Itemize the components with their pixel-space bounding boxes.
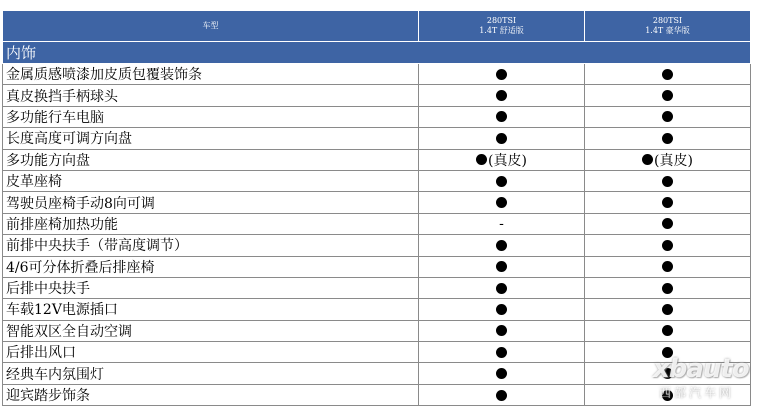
table-row — [3, 299, 751, 320]
table-row — [3, 256, 751, 277]
standard-dot-icon — [662, 111, 673, 122]
feature-name: 长度高度可调方向盘 — [3, 128, 419, 149]
spec-table — [2, 10, 751, 406]
standard-dot-icon — [662, 368, 673, 379]
standard-dot-icon — [662, 197, 673, 208]
model-1-value — [419, 128, 585, 149]
standard-dot-icon — [642, 154, 653, 165]
standard-dot-icon — [662, 240, 673, 251]
feature-name: 前排座椅加热功能 — [3, 213, 419, 234]
model-1-value — [419, 363, 585, 384]
standard-dot-icon — [496, 90, 507, 101]
model-2-value — [585, 170, 751, 191]
table-row — [3, 384, 751, 405]
model-2-value — [585, 256, 751, 277]
feature-name: 智能双区全自动空调 — [3, 320, 419, 341]
standard-dot-icon — [496, 111, 507, 122]
feature-name: 迎宾踏步饰条 — [3, 384, 419, 405]
model-1-value — [419, 106, 585, 127]
standard-dot-icon — [496, 347, 507, 358]
model-2-value — [585, 320, 751, 341]
feature-name: 多功能方向盘 — [3, 149, 419, 170]
model-2-value — [585, 235, 751, 256]
table-body — [3, 64, 751, 406]
section-row — [3, 42, 751, 64]
section-title: 内饰 — [3, 42, 751, 64]
model-column-2 — [585, 11, 751, 42]
feature-name: 皮革座椅 — [3, 170, 419, 191]
standard-dot-icon — [662, 69, 673, 80]
standard-dot-icon — [496, 240, 507, 251]
model-1-value — [419, 256, 585, 277]
table-row — [3, 363, 751, 384]
standard-dot-icon — [496, 176, 507, 187]
feature-name: 4/6可分体折叠后排座椅 — [3, 256, 419, 277]
model-2-name: 280TSI — [652, 16, 683, 25]
model-2-value — [585, 106, 751, 127]
standard-dot-icon — [496, 368, 507, 379]
feature-name: 车载12V电源插口 — [3, 299, 419, 320]
standard-dot-icon — [662, 133, 673, 144]
standard-dot-icon — [496, 197, 507, 208]
model-1-value — [419, 235, 585, 256]
table-row — [3, 192, 751, 213]
standard-dot-icon — [662, 261, 673, 272]
watermark-text: xbauto — [653, 354, 749, 384]
table-row — [3, 213, 751, 234]
model-2-value — [585, 299, 751, 320]
table-row — [3, 235, 751, 256]
standard-dot-icon — [496, 325, 507, 336]
feature-name: 后排中央扶手 — [3, 277, 419, 298]
watermark-subtext: 西部汽车网 — [659, 386, 735, 400]
standard-dot-icon — [496, 69, 507, 80]
model-1-value — [419, 342, 585, 363]
feature-name: 多功能行车电脑 — [3, 106, 419, 127]
model-2-value — [585, 277, 751, 298]
standard-dot-icon — [662, 390, 673, 401]
table-row — [3, 277, 751, 298]
feature-name: 前排中央扶手（带高度调节） — [3, 235, 419, 256]
table-row — [3, 149, 751, 170]
feature-name: 真皮换挡手柄球头 — [3, 85, 419, 106]
value-note: (真皮) — [488, 152, 527, 169]
feature-name: 金属质感喷漆加皮质包覆装饰条 — [3, 64, 419, 85]
standard-dot-icon — [662, 176, 673, 187]
standard-dot-icon — [496, 390, 507, 401]
model-2-trim: 1.4T 豪华版 — [645, 26, 690, 35]
model-2-value — [585, 342, 751, 363]
standard-dot-icon — [662, 218, 673, 229]
model-1-value — [419, 277, 585, 298]
table-header-row — [3, 11, 751, 42]
standard-dot-icon — [496, 304, 507, 315]
standard-dot-icon — [496, 133, 507, 144]
feature-name: 驾驶员座椅手动8向可调 — [3, 192, 419, 213]
model-1-trim: 1.4T 舒适版 — [479, 26, 524, 35]
standard-dot-icon — [662, 347, 673, 358]
table-row — [3, 106, 751, 127]
standard-dot-icon — [662, 283, 673, 294]
standard-dot-icon — [662, 325, 673, 336]
model-2-value — [585, 192, 751, 213]
model-2-value — [585, 149, 751, 170]
standard-dot-icon — [496, 283, 507, 294]
model-1-value — [419, 320, 585, 341]
model-1-value — [419, 384, 585, 405]
model-1-value — [419, 170, 585, 191]
model-1-value — [419, 299, 585, 320]
standard-dot-icon — [496, 261, 507, 272]
standard-dot-icon — [476, 154, 487, 165]
model-1-value — [419, 149, 585, 170]
feature-name: 后排出风口 — [3, 342, 419, 363]
table-row — [3, 170, 751, 191]
model-2-value — [585, 213, 751, 234]
value-note: (真皮) — [654, 152, 693, 169]
model-header-label: 车型 — [3, 11, 419, 42]
standard-dot-icon — [662, 304, 673, 315]
model-column-1 — [419, 11, 585, 42]
table-row — [3, 320, 751, 341]
model-1-value — [419, 64, 585, 85]
model-1-name: 280TSI — [486, 16, 517, 25]
table-row — [3, 85, 751, 106]
model-2-value — [585, 85, 751, 106]
feature-name: 经典车内氛围灯 — [3, 363, 419, 384]
model-1-value — [419, 85, 585, 106]
model-2-value — [585, 384, 751, 405]
model-1-value: - — [419, 213, 585, 234]
model-1-value — [419, 192, 585, 213]
model-2-value — [585, 64, 751, 85]
model-2-value — [585, 128, 751, 149]
standard-dot-icon — [662, 90, 673, 101]
table-row — [3, 64, 751, 85]
model-2-value — [585, 363, 751, 384]
table-row — [3, 342, 751, 363]
table-row — [3, 128, 751, 149]
